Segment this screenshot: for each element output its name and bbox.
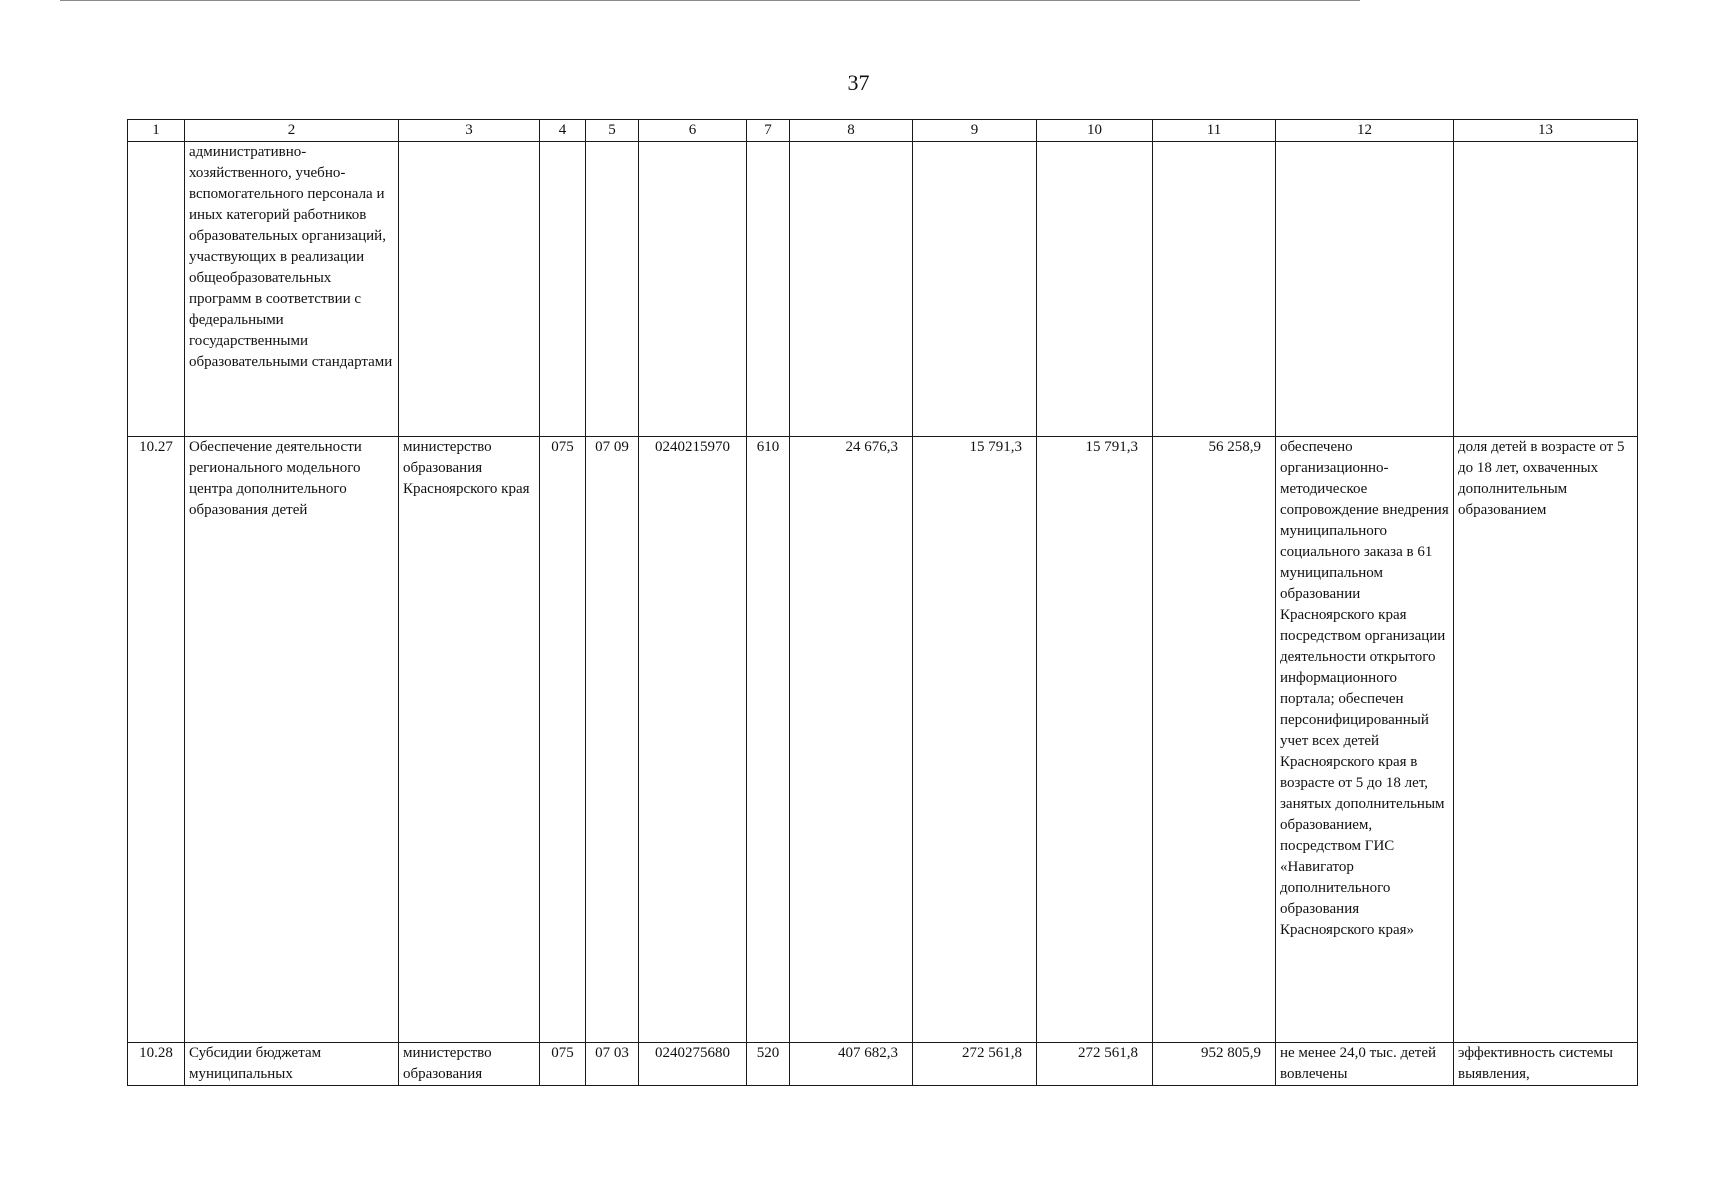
- cell-vr: 520: [747, 1043, 790, 1086]
- cell-total: 952 805,9: [1153, 1043, 1276, 1086]
- col-header-4: 4: [540, 120, 586, 142]
- cell-vr: [747, 142, 790, 437]
- header-row: [128, 120, 1638, 142]
- col-header-9: 9: [913, 120, 1037, 142]
- cell-row-id: 10.28: [128, 1043, 185, 1086]
- cell-total: [1153, 142, 1276, 437]
- program-table-container: [127, 119, 1637, 1086]
- col-header-3: 3: [399, 120, 540, 142]
- cell-expected-result: не менее 24,0 тыс. детей вовлечены: [1276, 1043, 1454, 1086]
- cell-year-3: 272 561,8: [1037, 1043, 1153, 1086]
- cell-activity-name: Субсидии бюджетам муниципальных: [185, 1043, 399, 1086]
- cell-csr: 0240275680: [639, 1043, 747, 1086]
- scan-edge-line: [60, 0, 1360, 1]
- cell-year-3: 15 791,3: [1037, 437, 1153, 1043]
- cell-expected-result: [1276, 142, 1454, 437]
- cell-indicator: эффективность системы выявления,: [1454, 1043, 1638, 1086]
- cell-total: 56 258,9: [1153, 437, 1276, 1043]
- cell-expected-result: обеспечено организационно-методическое сопровождение внедрения муниципального социального заказа в 61 муниципальном образовании Красноярского края посредством организации деятельности открытого информационного портала; обеспечен персонифицированный учет всех детей Красноярского края в возрасте от 5 до 18 лет, занятых дополнительным образованием, посредством ГИС «Навигатор дополнительного образования Красноярского края»: [1276, 437, 1454, 1043]
- table-row-10-28: [128, 1043, 1638, 1086]
- col-header-2: 2: [185, 120, 399, 142]
- cell-year-2: 272 561,8: [913, 1043, 1037, 1086]
- page-number: 37: [847, 70, 870, 95]
- cell-year-2: [913, 142, 1037, 437]
- col-header-6: 6: [639, 120, 747, 142]
- cell-year-1: [790, 142, 913, 437]
- cell-year-1: 407 682,3: [790, 1043, 913, 1086]
- cell-rzpr: [586, 142, 639, 437]
- col-header-5: 5: [586, 120, 639, 142]
- cell-csr: [639, 142, 747, 437]
- col-header-12: 12: [1276, 120, 1454, 142]
- cell-year-2: 15 791,3: [913, 437, 1037, 1043]
- cell-executor: [399, 142, 540, 437]
- cell-grbs: 075: [540, 1043, 586, 1086]
- cell-executor: министерство образования Красноярского края: [399, 437, 540, 1043]
- cell-activity-name: Обеспечение деятельности регионального модельного центра дополнительного образования детей: [185, 437, 399, 1043]
- cell-rzpr: 07 09: [586, 437, 639, 1043]
- cell-grbs: 075: [540, 437, 586, 1043]
- cell-row-id: 10.27: [128, 437, 185, 1043]
- col-header-8: 8: [790, 120, 913, 142]
- cell-indicator: [1454, 142, 1638, 437]
- cell-vr: 610: [747, 437, 790, 1043]
- col-header-7: 7: [747, 120, 790, 142]
- cell-csr: 0240215970: [639, 437, 747, 1043]
- table-row-10-27: [128, 437, 1638, 1043]
- cell-executor: министерство образования: [399, 1043, 540, 1086]
- cell-grbs: [540, 142, 586, 437]
- col-header-13: 13: [1454, 120, 1638, 142]
- cell-indicator: доля детей в возрасте от 5 до 18 лет, охваченных дополнительным образованием: [1454, 437, 1638, 1043]
- cell-year-3: [1037, 142, 1153, 437]
- cell-rzpr: 07 03: [586, 1043, 639, 1086]
- col-header-11: 11: [1153, 120, 1276, 142]
- col-header-1: 1: [128, 120, 185, 142]
- cell-row-id: [128, 142, 185, 437]
- program-table: [127, 119, 1638, 1086]
- cell-year-1: 24 676,3: [790, 437, 913, 1043]
- table-row-continuation: [128, 142, 1638, 437]
- cell-activity-name: административно-хозяйственного, учебно-вспомогательного персонала и иных категорий работников образовательных организаций, участвующих в реализации общеобразовательных программ в соответствии с федеральными государственными образовательными стандартами: [185, 142, 399, 437]
- col-header-10: 10: [1037, 120, 1153, 142]
